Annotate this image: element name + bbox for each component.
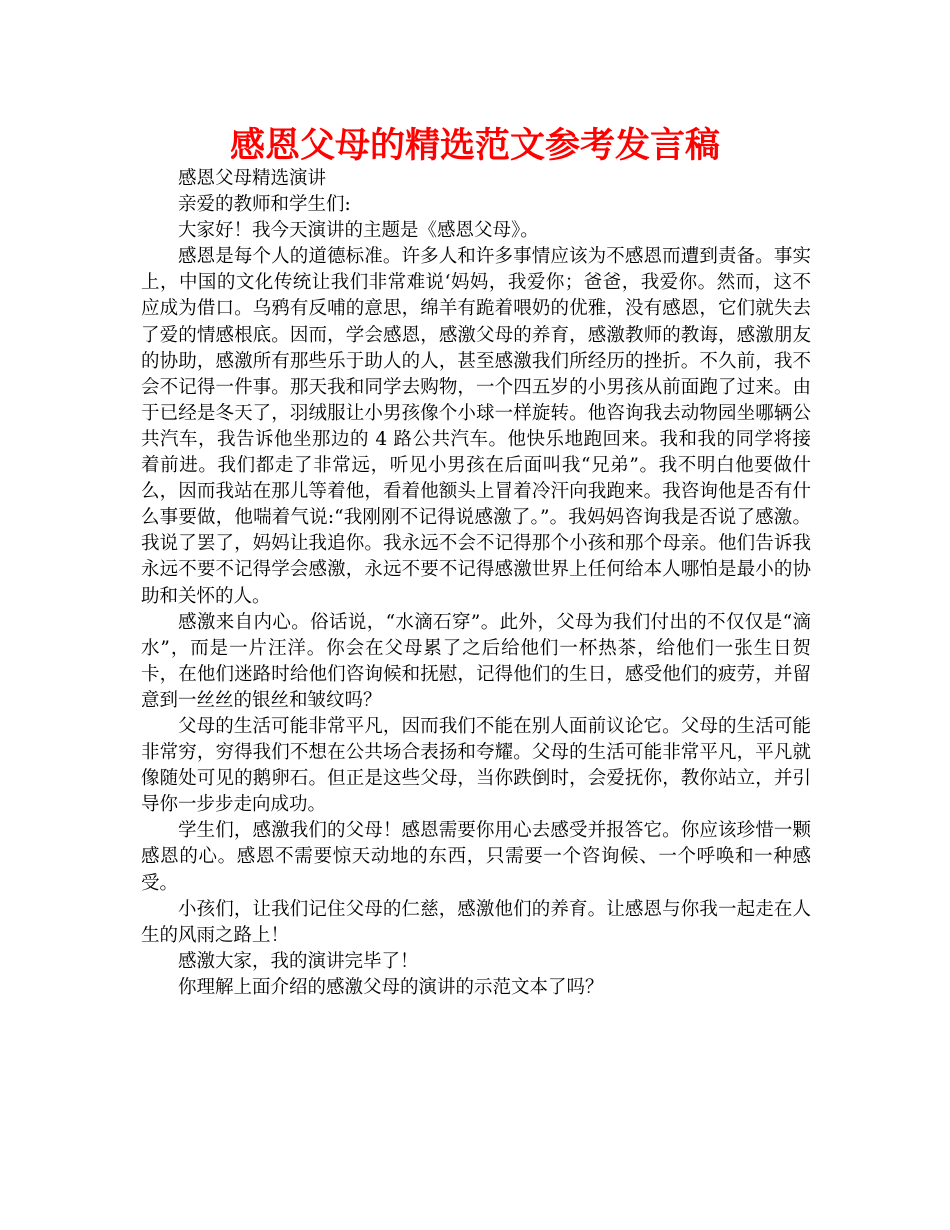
paragraph-question: 你理解上面介绍的感激父母的演讲的示范文本了吗？ [178,976,604,998]
paragraph-salutation: 亲爱的教师和学生们: [178,194,351,216]
paragraph-body-5: 小孩们，让我们记住父母的仁慈，感激他们的养育。让感恩与你我一起走在人生的风雨之路上！ [141,898,811,946]
paragraph-greeting: 大家好！我今天演讲的主题是《感恩父母》。 [178,220,539,242]
paragraph-body-2: 感激来自内心。俗话说，“水滴石穿”。此外，父母为我们付出的不仅仅是“滴水”，而是一片汪洋。你会在父母累了之后给他们一杯热茶，给他们一张生日贺卡，在他们迷路时给他们咨询候和抚慰，记得他们的生日，感受他们的疲劳，并留意到一丝丝的银丝和皱纹吗？ [141,611,811,711]
paragraph-body-4: 学生们，感激我们的父母！感恩需要你用心去感受并报答它。你应该珍惜一颗感恩的心。感恩不需要惊天动地的东西，只需要一个咨询候、一个呼唤和一种感受。 [141,820,811,894]
paragraph-speech-heading: 感恩父母精选演讲 [178,168,327,189]
paragraph-body-3: 父母的生活可能非常平凡，因而我们不能在别人面前议论它。父母的生活可能非常穷，穷得我们不想在公共场合表扬和夸耀。父母的生活可能非常平凡，平凡就像随处可见的鹅卵石。但正是这些父母，当你跌倒时，会爱抚你，教你站立，并引导你一步步走向成功。 [141,715,811,816]
paragraph-closing: 感激大家，我的演讲完毕了！ [178,950,419,972]
document-body [141,166,811,1001]
paragraph-body-1: 感恩是每个人的道德标准。许多人和许多事情应该为不感恩而遭到责备。事实上，中国的文化传统让我们非常难说‘妈妈，我爱你；爸爸，我爱你。然而，这不应成为借口。乌鸦有反哺的意思，绵羊有跪着喂奶的优雅，没有感恩，它们就失去了爱的情感根底。因而，学会感恩，感激父母的养育，感激教师的教诲，感激朋友的协助，感激所有那些乐于助人的人，甚至感激我们所经历的挫折。不久前，我不会不记得一件事。那天我和同学去购物，一个四五岁的小男孩从前面跑了过来。由于已经是冬天了，羽绒服让小男孩像个小球一样旋转。他咨询我去动物园坐哪辆公共汽车，我告诉他坐那边的 4 路公共汽车。他快乐地跑回来。我和我的同学将接着前进。我们都走了非常远，听见小男孩在后面叫我“兄弟”。我不明白他要做什么，因而我站在那儿等着他，看着他额头上冒着冷汗向我跑来。我咨询他是否有什么事要做，他喘着气说:“我刚刚不记得说感激了。”。我妈妈咨询我是否说了感激。我说了罢了，妈妈让我追你。我永远不会不记得那个小孩和那个母亲。他们告诉我永远不要不记得学会感激，永远不要不记得感激世界上任何给本人哪怕是最小的协助和关怀的人。 [141,246,811,607]
document-title: 感恩父母的精选范文参考发言稿 [229,126,720,166]
